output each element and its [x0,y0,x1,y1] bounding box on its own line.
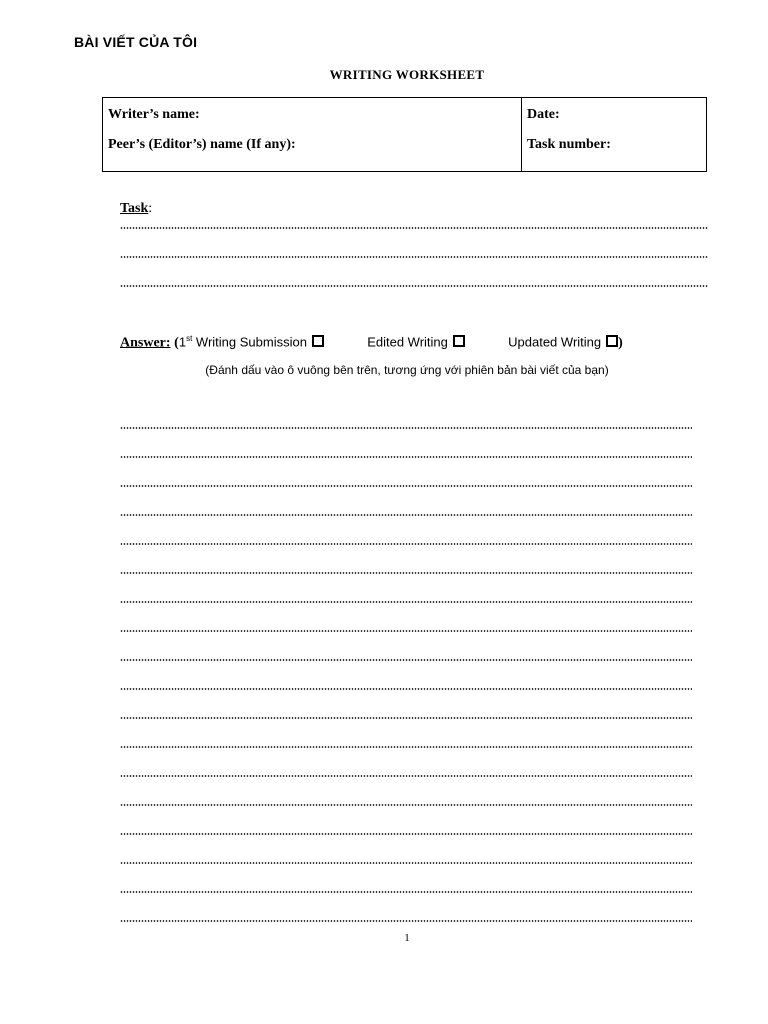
writing-line[interactable] [120,862,692,864]
open-paren: ( [174,335,179,351]
writing-line[interactable] [120,920,692,922]
writing-line[interactable] [120,572,692,574]
first-submission-checkbox[interactable] [312,335,324,347]
answer-note: (Đánh dấu vào ô vuông bên trên, tương ứng với phiên bản bài viết của bạn) [205,363,609,377]
first-ordinal-suffix: st [186,334,193,343]
writing-line[interactable] [120,891,692,893]
edited-writing-label: Edited Writing [367,334,448,350]
writing-line[interactable] [120,456,692,458]
writing-line[interactable] [120,485,692,487]
writer-name-label: Writer’s name: [108,107,200,122]
task-label [120,201,152,217]
first-ordinal: 1 [178,334,187,350]
peer-name-label: Peer’s (Editor’s) name (If any): [108,137,296,152]
writing-line[interactable] [120,601,692,603]
close-paren: ) [618,335,623,351]
writing-line[interactable] [120,717,692,719]
writing-line[interactable] [120,775,692,777]
writing-line[interactable] [120,427,692,429]
edited-writing-checkbox[interactable] [453,335,465,347]
table-divider [521,98,522,171]
writing-line[interactable] [120,543,692,545]
answer-label: Answer: [120,335,171,351]
answer-row [120,334,623,351]
info-table [102,97,707,172]
task-number-label: Task number: [527,137,611,152]
writing-line[interactable] [120,804,692,806]
task-label-text: Task [120,201,149,216]
writing-line[interactable] [120,256,708,258]
writing-line[interactable] [120,514,692,516]
writing-line[interactable] [120,833,692,835]
writing-line[interactable] [120,659,692,661]
writing-line[interactable] [120,746,692,748]
writing-line[interactable] [120,630,692,632]
writing-line[interactable] [120,285,708,287]
first-submission-label: Writing Submission [192,334,307,350]
date-label: Date: [527,107,560,122]
header-title: BÀI VIẾT CỦA TÔI [74,34,198,50]
updated-writing-label: Updated Writing [508,334,602,350]
updated-writing-checkbox[interactable] [606,335,618,347]
task-label-colon: : [148,201,153,216]
writing-line[interactable] [120,227,708,229]
writing-line[interactable] [120,688,692,690]
worksheet-title: WRITING WORKSHEET [329,67,485,82]
page-number: 1 [404,932,410,944]
